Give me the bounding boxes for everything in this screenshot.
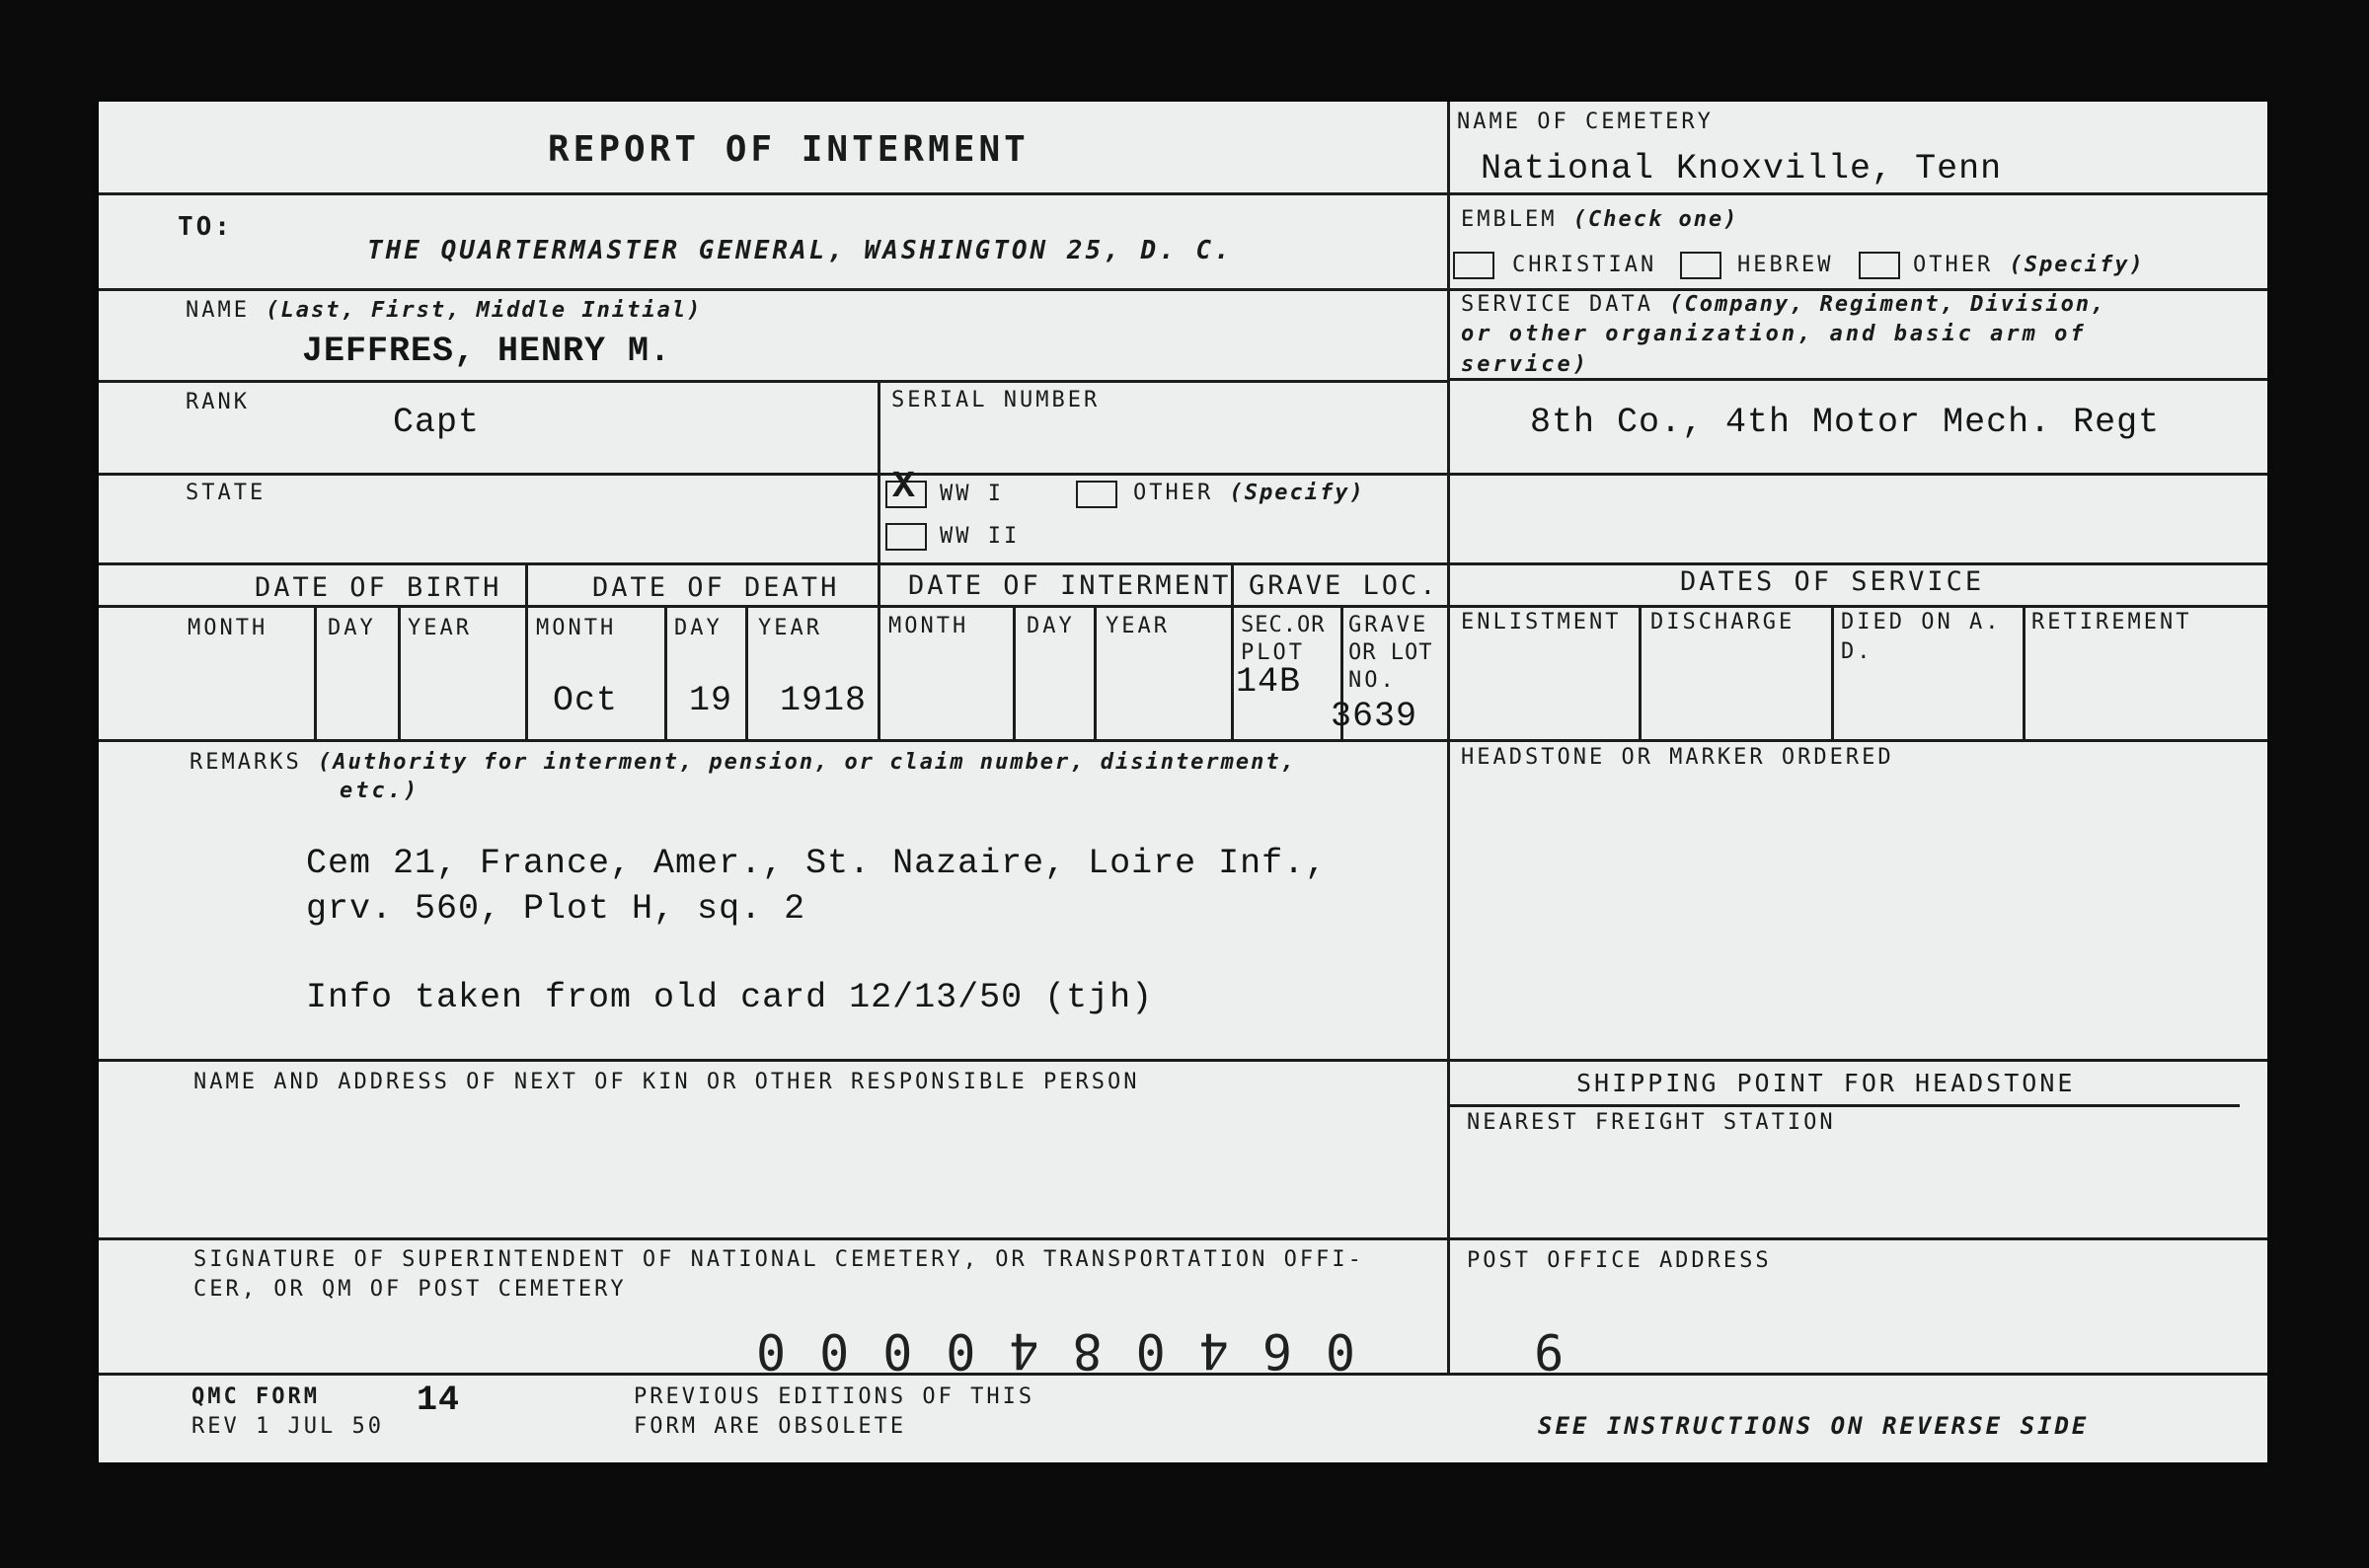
discharge-label: DISCHARGE [1650,610,1796,635]
divider [99,562,2267,565]
divider [99,605,2267,608]
emblem-other-label [1913,253,2145,277]
remarks-label-text: REMARKS [190,750,302,775]
sec-plot-value: 14B [1236,662,1302,702]
service-data-hint-3: service) [1461,352,1589,377]
divider [99,380,1450,383]
war-other-checkbox[interactable] [1076,481,1117,508]
divider [745,605,748,739]
headstone-ordered-label: HEADSTONE OR MARKER ORDERED [1461,745,1894,770]
doi-year-label: YEAR [1106,614,1170,638]
ww2-label: WW II [940,524,1021,549]
dod-day-label: DAY [674,616,723,640]
hebrew-label: HEBREW [1737,253,1834,277]
death-day-value: 19 [689,681,733,720]
name-value: JEFFRES, HENRY M. [302,332,672,371]
divider [1231,562,1234,739]
stamped-number: 0640840000 [723,1322,1356,1380]
ww2-checkbox[interactable] [885,523,927,551]
dob-year-label: YEAR [408,616,472,640]
date-of-interment-header: DATE OF INTERMENT [908,570,1232,601]
name-label-text: NAME [186,298,250,323]
divider [99,739,2267,742]
remarks-hint-continued: etc.) [340,779,420,803]
qmc-form-label [191,1384,320,1409]
doi-day-label: DAY [1027,614,1075,638]
stamped-number-last: 9 [1500,1322,1565,1380]
grave-no-value: 3639 [1331,697,1418,736]
divider [1094,605,1097,739]
interment-card [99,102,2267,1462]
divider [99,288,1450,291]
divider [878,562,880,739]
divider [1831,605,1834,739]
serial-number-label: SERIAL NUMBER [891,388,1101,412]
qmc-form-revision: REV 1 JUL 50 [191,1414,384,1439]
signature-label-2: CER, OR QM OF POST CEMETERY [193,1277,627,1302]
to-value: THE QUARTERMASTER GENERAL, WASHINGTON 25, D. C. [367,236,1233,265]
next-of-kin-label: NAME AND ADDRESS OF NEXT OF KIN OR OTHER RESPONSIBLE PERSON [193,1070,1140,1094]
qmc-form-number: 14 [417,1381,461,1420]
service-data-label-text: SERVICE DATA [1461,292,1653,317]
service-data-hint-1: (Company, Regiment, Division, [1669,292,2106,317]
died-ad-label-1: DIED ON A. [1841,610,2002,635]
christian-checkbox[interactable] [1453,252,1494,279]
emblem-label-text: EMBLEM [1461,207,1558,232]
divider [99,1237,2267,1240]
form-title: REPORT OF INTERMENT [548,129,1030,170]
hebrew-checkbox[interactable] [1680,252,1721,279]
post-office-label: POST OFFICE ADDRESS [1467,1248,1772,1273]
rank-label: RANK [186,390,250,414]
divider [878,380,880,562]
grave-lot-label-3: NO. [1348,668,1397,693]
doi-month-label: MONTH [888,614,969,638]
previous-editions-2: FORM ARE OBSOLETE [634,1414,907,1439]
emblem-label [1461,207,1738,232]
divider [525,562,528,739]
ww1-check-mark: X [892,466,915,508]
sec-plot-label-2: PLOT [1241,640,1305,665]
qmc-form-text: QMC FORM [191,1384,320,1409]
remarks-label [190,750,1296,775]
divider [1450,473,2267,476]
remarks-line-2: grv. 560, Plot H, sq. 2 [306,889,806,929]
ww1-label: WW I [940,482,1004,506]
christian-label: CHRISTIAN [1512,253,1657,277]
divider [1447,102,1450,1375]
dod-year-label: YEAR [758,616,822,640]
dob-month-label: MONTH [188,616,268,640]
divider [1450,1104,2240,1107]
divider [314,605,317,739]
cemetery-label: NAME OF CEMETERY [1457,110,1714,134]
cemetery-value: National Knoxville, Tenn [1481,149,2003,188]
dates-of-service-header: DATES OF SERVICE [1680,566,1985,597]
emblem-other-hint: (Specify) [2009,253,2145,277]
dob-day-label: DAY [328,616,376,640]
name-label [186,298,702,323]
service-data-hint-2: or other organization, and basic arm of [1461,322,2087,346]
enlistment-label: ENLISTMENT [1461,610,1622,635]
state-label: STATE [186,481,267,505]
war-other-label-text: OTHER [1133,481,1214,505]
dod-month-label: MONTH [536,616,617,640]
divider [1450,378,2267,381]
war-other-label [1133,481,1365,505]
emblem-other-checkbox[interactable] [1859,252,1900,279]
service-data-value: 8th Co., 4th Motor Mech. Regt [1530,403,2161,442]
divider [99,473,1450,476]
emblem-hint: (Check one) [1572,207,1739,232]
date-of-birth-header: DATE OF BIRTH [255,572,502,603]
grave-lot-label-2: OR LOT [1348,640,1433,665]
divider [1639,605,1642,739]
service-data-label [1461,292,2105,317]
war-other-hint: (Specify) [1229,481,1365,505]
previous-editions-1: PREVIOUS EDITIONS OF THIS [634,1384,1035,1409]
divider [1450,288,2267,291]
retirement-label: RETIREMENT [2031,610,2192,635]
divider [2023,605,2025,739]
rank-value: Capt [393,403,481,442]
remarks-line-1: Cem 21, France, Amer., St. Nazaire, Loire Inf., [306,844,1328,883]
divider [99,192,1450,195]
remarks-hint: (Authority for interment, pension, or claim number, disinterment, [317,750,1296,775]
divider [664,605,667,739]
grave-lot-label-1: GRAVE [1348,613,1429,637]
death-year-value: 1918 [780,681,868,720]
grave-loc-header: GRAVE LOC. [1249,570,1439,601]
died-ad-label-2: D. [1841,639,1873,664]
sec-plot-label-1: SEC.OR [1241,613,1326,637]
signature-label-1: SIGNATURE OF SUPERINTENDENT OF NATIONAL CEMETERY, OR TRANSPORTATION OFFI- [193,1247,1364,1272]
remarks-line-3: Info taken from old card 12/13/50 (tjh) [306,978,1154,1017]
death-month-value: Oct [553,681,619,720]
divider [1013,605,1016,739]
divider [398,605,401,739]
to-label: TO: [178,212,233,242]
divider [99,1059,2267,1062]
divider [1450,192,2267,195]
name-hint: (Last, First, Middle Initial) [266,298,703,323]
reverse-side-instructions: SEE INSTRUCTIONS ON REVERSE SIDE [1538,1412,2090,1440]
emblem-other-label-text: OTHER [1913,253,1994,277]
freight-station-label: NEAREST FREIGHT STATION [1467,1110,1836,1135]
date-of-death-header: DATE OF DEATH [592,572,840,603]
shipping-point-header: SHIPPING POINT FOR HEADSTONE [1576,1069,2076,1097]
